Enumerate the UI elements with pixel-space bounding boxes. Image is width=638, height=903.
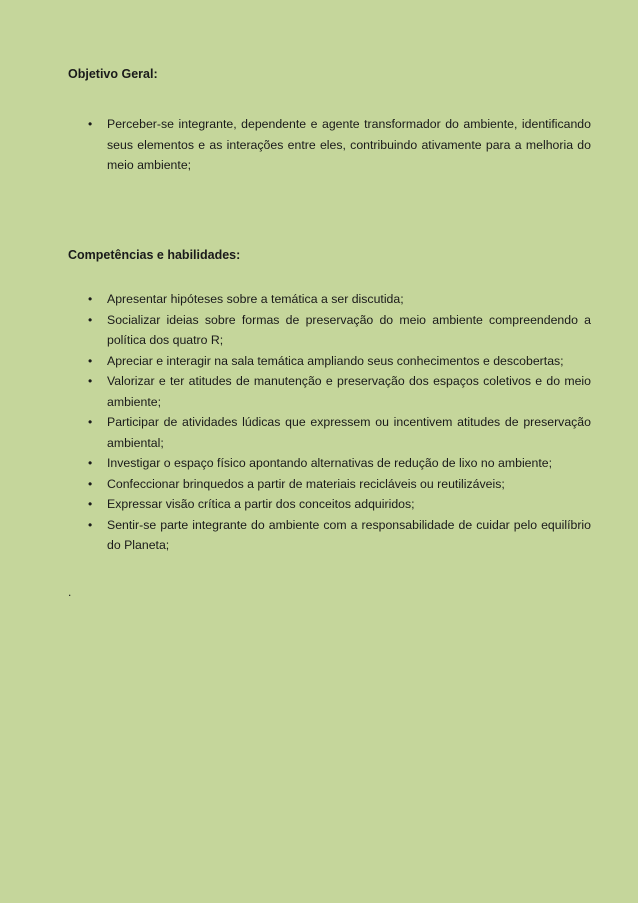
bullet-icon: •: [88, 117, 93, 131]
trailing-period: .: [68, 585, 72, 599]
list-item-text: Apresentar hipóteses sobre a temática a ser discutida;: [107, 292, 404, 306]
list-item-text: Confeccionar brinquedos a partir de materiais recicláveis ou reutilizáveis;: [107, 476, 505, 491]
bullet-icon: •: [88, 456, 93, 470]
list-item-text: Sentir-se parte integrante do ambiente com a responsabilidade de cuidar pelo equilíbrio do Planeta;: [107, 517, 591, 552]
list-item: [88, 412, 591, 453]
list-item: [88, 371, 591, 412]
list-item-text: Socializar ideias sobre formas de preservação do meio ambiente compreendendo a política dos quatro R;: [107, 312, 591, 347]
list-item: [88, 310, 591, 351]
list-item: [88, 289, 591, 310]
list-item: [88, 474, 591, 495]
bullet-icon: •: [88, 517, 93, 532]
objetivo-list: [0, 114, 638, 176]
bullet-icon: •: [88, 292, 93, 306]
bullet-icon: •: [88, 415, 93, 429]
bullet-icon: •: [88, 476, 93, 491]
list-item-text: Valorizar e ter atitudes de manutenção e preservação dos espaços coletivos e do meio ambiente;: [107, 374, 591, 409]
objetivo-geral-heading: Objetivo Geral:: [68, 67, 158, 81]
list-item-text: Apreciar e interagir na sala temática ampliando seus conhecimentos e descobertas;: [107, 353, 564, 368]
bullet-icon: •: [88, 312, 93, 327]
bullet-icon: •: [88, 497, 93, 511]
list-item: [88, 515, 591, 556]
list-item-text: Expressar visão crítica a partir dos conceitos adquiridos;: [107, 497, 415, 511]
list-item-text: Investigar o espaço físico apontando alternativas de redução de lixo no ambiente;: [107, 456, 553, 470]
list-item: [88, 494, 591, 515]
list-item-text: Participar de atividades lúdicas que expressem ou incentivem atitudes de preservação ambiental;: [107, 415, 591, 450]
list-item-text: Perceber-se integrante, dependente e agente transformador do ambiente, identificando seus elementos e as interações entre eles, contribuindo ativamente para a melhoria do meio ambiente;: [107, 117, 591, 172]
list-item: [88, 351, 591, 372]
bullet-icon: •: [88, 374, 93, 388]
bullet-icon: •: [88, 353, 93, 368]
list-item: [88, 114, 591, 176]
competencias-list: [0, 289, 638, 556]
competencias-heading: Competências e habilidades:: [68, 248, 241, 262]
list-item: [88, 453, 591, 474]
